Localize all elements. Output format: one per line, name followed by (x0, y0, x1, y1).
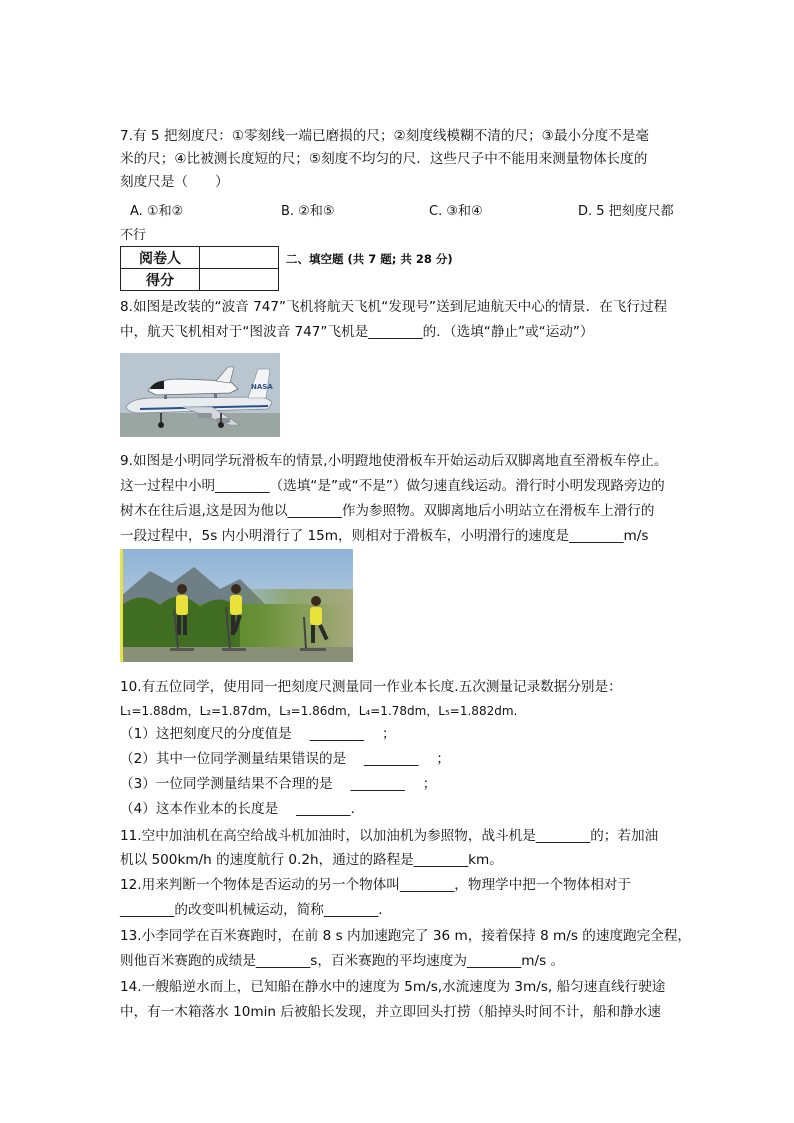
q7-option-d-continued: 不行 (120, 228, 147, 243)
q10-data: L₁=1.88dm，L₂=1.87dm，L₃=1.86dm，L₄=1.78dm，L₅=1.882dm. (120, 704, 518, 718)
reviewer-label: 阅卷人 (121, 247, 200, 269)
q7-option-d: D. 5 把刻度尺都 (578, 204, 674, 219)
q9-line-4: 一段过程中，5s 内小明滑行了 15m，则相对于滑板车，小明滑行的速度是________m/s (120, 528, 649, 544)
q7-option-c: C. ③和④ (429, 204, 483, 219)
q13-line-2: 则他百米赛跑的成绩是________s，百米赛跑的平均速度为________m/s 。 (120, 953, 565, 969)
q8-line-2: 中，航天飞机相对于“图波音 747”飞机是________的．（选填“静止”或“运动”） (120, 324, 594, 340)
q7-line-2: 米的尺；④比被测长度短的尺；⑤刻度不均匀的尺．这些尺子中不能用来测量物体长度的 (120, 151, 648, 167)
q14-line-1: 14.一艘船逆水而上，已知船在静水中的速度为 5m/s,水流速度为 3m/s, 船匀速直线行驶途 (120, 979, 666, 995)
q7-line-3: 刻度尺是（ ） (120, 174, 229, 190)
grader-table (120, 246, 279, 291)
shuttle-plane-photo (120, 353, 280, 437)
q9-line-1: 9.如图是小明同学玩滑板车的情景,小明蹬地使滑板车开始运动后双脚离地直至滑板车停止。 (120, 453, 668, 469)
q7-option-a: A. ①和② (130, 204, 184, 219)
section-title: 二、填空题 (共 7 题; 共 28 分) (286, 252, 453, 266)
q14-line-2: 中，有一木箱落水 10min 后被船长发现，并立即回头打捞（船掉头时间不计，船和静水速 (120, 1004, 661, 1020)
scooter-boy-photo (120, 549, 353, 662)
score-cell[interactable] (200, 269, 279, 291)
q7-option-b: B. ②和⑤ (281, 204, 335, 219)
q10-part-2: （2）其中一位同学测量结果错误的是 ________ ； (120, 751, 450, 767)
q12-line-2: ________的改变叫机械运动，简称________. (120, 902, 383, 918)
q8-line-1: 8.如图是改装的“波音 747”飞机将航天飞机“发现号”送到尼迪航天中心的情景．在飞行过程 (120, 299, 668, 315)
q7-line-1: 7.有 5 把刻度尺：①零刻线一端已磨损的尺；②刻度线模糊不清的尺；③最小分度不是毫 (120, 128, 650, 144)
q10-part-1: （1）这把刻度尺的分度值是 ________ ； (120, 726, 396, 742)
q10-part-3: （3）一位同学测量结果不合理的是 ________ ； (120, 776, 437, 792)
tail-logo-text: NASA (251, 383, 273, 391)
q9-line-3: 树木在往后退,这是因为他以________作为参照物。双脚离地后小明站立在滑板车上滑行的 (120, 503, 655, 519)
q11-line-1: 11.空中加油机在高空给战斗机加油时，以加油机为参照物，战斗机是________的；若加油 (120, 828, 659, 844)
reviewer-cell[interactable] (200, 247, 279, 269)
q11-line-2: 机以 500km/h 的速度航行 0.2h，通过的路程是________km。 (120, 852, 503, 868)
q9-line-2: 这一过程中小明________（选填“是”或“不是”）做匀速直线运动。滑行时小明发现路旁边的 (120, 478, 665, 494)
q13-line-1: 13.小李同学在百米赛跑时，在前 8 s 内加速跑完了 36 m，接着保持 8 m/s 的速度跑完全程， (120, 928, 692, 944)
q10-part-4: （4）这本作业本的长度是 ________. (120, 801, 355, 817)
q12-line-1: 12.用来判断一个物体是否运动的另一个物体叫________，物理学中把一个物体相对于 (120, 877, 631, 893)
q10-stem: 10.有五位同学，使用同一把刻度尺测量同一作业本长度.五次测量记录数据分别是： (120, 679, 622, 695)
score-label: 得分 (121, 269, 200, 291)
